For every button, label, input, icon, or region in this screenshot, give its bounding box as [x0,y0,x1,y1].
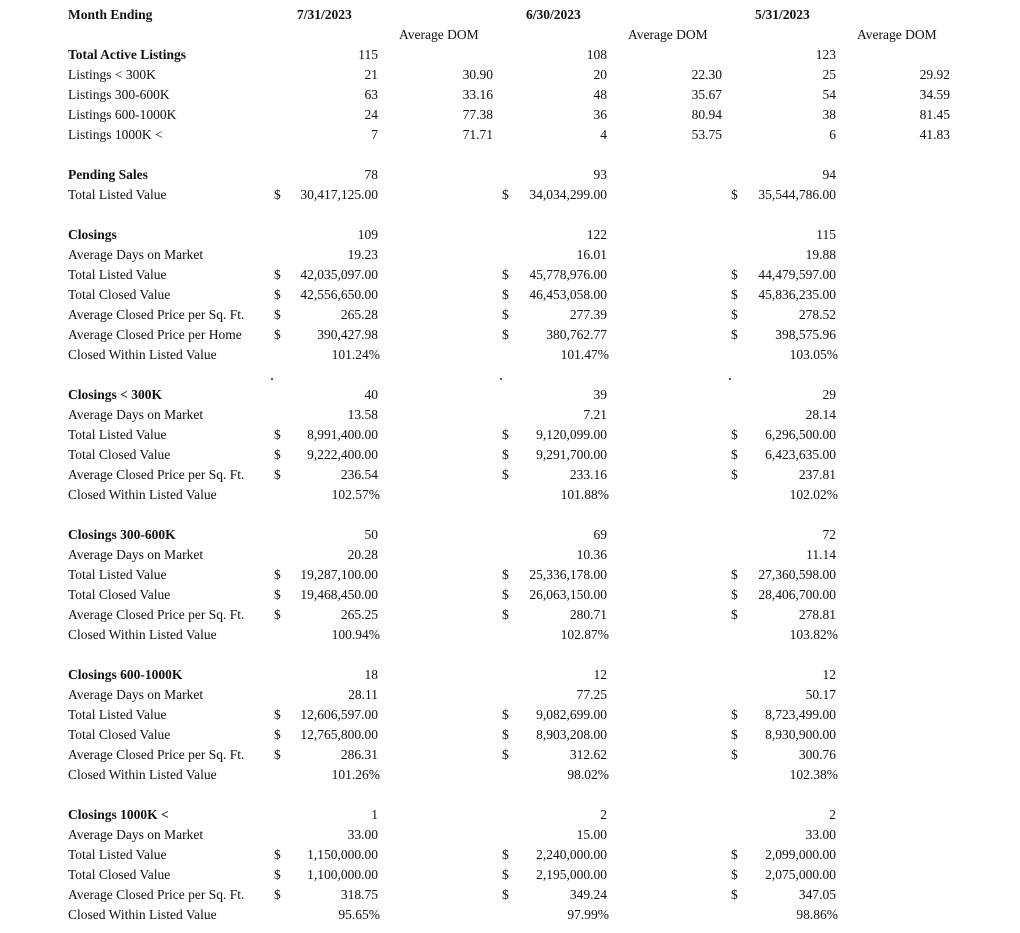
row-value: 15.00 [576,827,607,842]
section-count: 69 [593,527,607,542]
section-count: 109 [357,227,378,242]
dollar-sign: $ [274,327,281,342]
dollar-sign: $ [731,587,738,602]
average-dom-value: 30.90 [462,67,493,82]
row-value: 8,723,499.00 [765,707,836,722]
dollar-sign: $ [274,887,281,902]
row-value: 278.81 [798,607,836,622]
dollar-sign: $ [502,327,509,342]
row-value: 9,082,699.00 [536,707,607,722]
dollar-sign: $ [731,427,738,442]
row-value: 97.99% [567,907,609,922]
dollar-sign: $ [502,447,509,462]
row-value: 28.14 [805,407,836,422]
average-dom-value: 35.67 [691,87,722,102]
stray-dot [500,378,502,380]
dollar-sign: $ [274,747,281,762]
average-dom-value: 80.94 [691,107,722,122]
dollar-sign: $ [731,327,738,342]
row-value: 312.62 [569,747,607,762]
row-value: 236.54 [340,467,378,482]
section-title: Pending Sales [68,167,148,182]
section-count: 2 [600,807,607,822]
dollar-sign: $ [502,307,509,322]
section-title: Closings [68,227,117,242]
row-value: 277.39 [569,307,607,322]
dollar-sign: $ [502,727,509,742]
section-count: 12 [822,667,836,682]
dollar-sign: $ [274,267,281,282]
row-value: 20 [593,67,607,82]
row-value: 25 [822,67,836,82]
row-value: 19,287,100.00 [300,567,378,582]
dollar-sign: $ [502,607,509,622]
section-count: 72 [822,527,836,542]
row-value: 9,120,099.00 [536,427,607,442]
row-label: Total Listed Value [68,187,167,202]
dom-header-3: Average DOM [857,27,937,42]
dollar-sign: $ [274,307,281,322]
row-label: Total Closed Value [68,727,171,742]
row-label: Average Days on Market [68,407,204,422]
average-dom-value: 53.75 [691,127,722,142]
dollar-sign: $ [274,847,281,862]
row-value: 26,063,150.00 [529,587,607,602]
dollar-sign: $ [731,707,738,722]
dollar-sign: $ [502,427,509,442]
row-value: 102.87% [560,627,609,642]
row-label: Average Days on Market [68,687,204,702]
section-count: 122 [586,227,607,242]
dollar-sign: $ [274,187,281,202]
row-label: Closed Within Listed Value [68,907,217,922]
section-count: 29 [822,387,836,402]
row-value: 265.25 [340,607,378,622]
row-label: Total Listed Value [68,427,167,442]
dollar-sign: $ [502,187,509,202]
row-value: 102.02% [789,487,838,502]
row-label: Closed Within Listed Value [68,627,217,642]
row-value: 4 [600,127,607,142]
row-label: Closed Within Listed Value [68,347,217,362]
average-dom-value: 34.59 [919,87,950,102]
dollar-sign: $ [502,287,509,302]
row-label: Average Closed Price per Sq. Ft. [68,607,245,622]
row-label: Total Listed Value [68,707,167,722]
row-value: 27,360,598.00 [758,567,836,582]
dollar-sign: $ [274,587,281,602]
row-value: 7 [371,127,378,142]
dom-header-1: Average DOM [399,27,479,42]
row-value: 8,991,400.00 [307,427,378,442]
average-dom-value: 22.30 [691,67,722,82]
row-label: Total Closed Value [68,867,171,882]
dollar-sign: $ [731,187,738,202]
average-dom-value: 41.83 [919,127,950,142]
dollar-sign: $ [731,447,738,462]
row-value: 9,291,700.00 [536,447,607,462]
section-count: 12 [593,667,607,682]
row-value: 21 [364,67,378,82]
row-value: 45,778,976.00 [529,267,607,282]
stray-dot [729,378,731,380]
row-value: 2,195,000.00 [536,867,607,882]
row-value: 24 [364,107,378,122]
dollar-sign: $ [731,287,738,302]
row-label: Average Days on Market [68,247,204,262]
dollar-sign: $ [502,567,509,582]
row-value: 36 [593,107,607,122]
row-value: 25,336,178.00 [529,567,607,582]
month-header-3: 5/31/2023 [755,7,810,22]
section-count: 39 [593,387,607,402]
row-value: 10.36 [576,547,607,562]
row-value: 30,417,125.00 [300,187,378,202]
section-count: 108 [586,47,607,62]
row-value: 45,836,235.00 [758,287,836,302]
row-label: Total Listed Value [68,847,167,862]
row-value: 42,035,097.00 [300,267,378,282]
section-count: 1 [371,807,378,822]
dollar-sign: $ [731,867,738,882]
section-count: 40 [364,387,378,402]
dollar-sign: $ [731,267,738,282]
section-count: 115 [358,47,378,62]
row-value: 42,556,650.00 [300,287,378,302]
dollar-sign: $ [274,707,281,722]
row-value: 1,150,000.00 [307,847,378,862]
section-count: 123 [815,47,836,62]
row-value: 103.05% [789,347,838,362]
row-label: Average Closed Price per Sq. Ft. [68,467,245,482]
dollar-sign: $ [731,607,738,622]
row-value: 300.76 [798,747,836,762]
average-dom-value: 29.92 [919,67,950,82]
row-value: 233.16 [569,467,607,482]
section-count: 78 [364,167,378,182]
row-value: 13.58 [347,407,378,422]
row-value: 16.01 [576,247,607,262]
average-dom-value: 33.16 [462,87,493,102]
average-dom-value: 77.38 [462,107,493,122]
row-value: 38 [822,107,836,122]
row-label: Total Listed Value [68,567,167,582]
row-value: 95.65% [338,907,380,922]
row-value: 237.81 [798,467,836,482]
dollar-sign: $ [502,847,509,862]
row-value: 33.00 [347,827,378,842]
dollar-sign: $ [502,747,509,762]
row-value: 103.82% [789,627,838,642]
row-label: Average Days on Market [68,827,204,842]
row-value: 2,099,000.00 [765,847,836,862]
row-label: Listings 300-600K [68,87,170,102]
section-count: 93 [593,167,607,182]
average-dom-value: 71.71 [462,127,493,142]
row-value: 1,100,000.00 [307,867,378,882]
row-value: 101.47% [560,347,609,362]
section-count: 115 [816,227,836,242]
row-value: 19,468,450.00 [300,587,378,602]
dollar-sign: $ [731,887,738,902]
row-value: 380,762.77 [546,327,607,342]
dollar-sign: $ [502,707,509,722]
row-value: 50.17 [805,687,836,702]
row-value: 6 [829,127,836,142]
section-count: 94 [822,167,836,182]
dollar-sign: $ [274,287,281,302]
month-ending-label: Month Ending [68,7,153,22]
row-value: 280.71 [569,607,607,622]
row-value: 19.88 [805,247,836,262]
row-label: Total Closed Value [68,287,171,302]
dollar-sign: $ [502,867,509,882]
dollar-sign: $ [731,747,738,762]
row-value: 102.38% [789,767,838,782]
dollar-sign: $ [502,887,509,902]
section-title: Closings < 300K [68,387,162,402]
row-label: Average Closed Price per Home [68,327,242,342]
dollar-sign: $ [274,427,281,442]
row-value: 7.21 [583,407,607,422]
row-value: 265.28 [340,307,378,322]
month-header-2: 6/30/2023 [526,7,581,22]
row-label: Listings < 300K [68,67,156,82]
row-value: 102.57% [331,487,380,502]
row-value: 349.24 [569,887,607,902]
dollar-sign: $ [731,727,738,742]
row-value: 98.86% [796,907,838,922]
section-title: Total Active Listings [68,47,187,62]
row-value: 278.52 [798,307,836,322]
dollar-sign: $ [274,727,281,742]
row-label: Average Closed Price per Sq. Ft. [68,307,245,322]
row-value: 9,222,400.00 [307,447,378,462]
row-label: Average Closed Price per Sq. Ft. [68,887,245,902]
section-title: Closings 1000K < [68,807,169,822]
row-label: Listings 600-1000K [68,107,177,122]
row-value: 390,427.98 [317,327,378,342]
row-label: Total Closed Value [68,447,171,462]
row-value: 398,575.96 [775,327,836,342]
row-label: Closed Within Listed Value [68,487,217,502]
dollar-sign: $ [731,567,738,582]
dollar-sign: $ [731,307,738,322]
row-value: 34,034,299.00 [529,187,607,202]
row-value: 35,544,786.00 [758,187,836,202]
row-label: Closed Within Listed Value [68,767,217,782]
row-value: 8,930,900.00 [765,727,836,742]
dollar-sign: $ [274,467,281,482]
row-value: 2,240,000.00 [536,847,607,862]
section-count: 2 [829,807,836,822]
row-value: 77.25 [576,687,607,702]
section-title: Closings 300-600K [68,527,176,542]
section-title: Closings 600-1000K [68,667,183,682]
row-label: Average Days on Market [68,547,204,562]
row-value: 33.00 [805,827,836,842]
row-value: 101.88% [560,487,609,502]
row-value: 28.11 [348,687,378,702]
row-value: 63 [364,87,378,102]
row-value: 54 [822,87,836,102]
row-value: 12,765,800.00 [300,727,378,742]
row-value: 318.75 [340,887,378,902]
section-count: 18 [364,667,378,682]
dollar-sign: $ [502,267,509,282]
row-value: 347.05 [798,887,836,902]
row-value: 2,075,000.00 [765,867,836,882]
row-value: 8,903,208.00 [536,727,607,742]
row-value: 6,296,500.00 [765,427,836,442]
row-value: 28,406,700.00 [758,587,836,602]
stray-dot [271,378,273,380]
dollar-sign: $ [274,447,281,462]
row-label: Total Closed Value [68,587,171,602]
row-label: Total Listed Value [68,267,167,282]
dollar-sign: $ [731,467,738,482]
dollar-sign: $ [274,867,281,882]
month-header-1: 7/31/2023 [297,7,352,22]
row-label: Average Closed Price per Sq. Ft. [68,747,245,762]
row-value: 101.26% [331,767,380,782]
dollar-sign: $ [274,607,281,622]
row-value: 286.31 [340,747,378,762]
average-dom-value: 81.45 [919,107,950,122]
row-value: 20.28 [347,547,378,562]
row-value: 100.94% [331,627,380,642]
dom-header-2: Average DOM [628,27,708,42]
row-value: 11.14 [806,547,836,562]
row-value: 6,423,635.00 [765,447,836,462]
row-value: 48 [593,87,607,102]
dollar-sign: $ [502,467,509,482]
row-value: 98.02% [567,767,609,782]
dollar-sign: $ [502,587,509,602]
dollar-sign: $ [731,847,738,862]
row-value: 19.23 [347,247,378,262]
row-label: Listings 1000K < [68,127,163,142]
dollar-sign: $ [274,567,281,582]
section-count: 50 [364,527,378,542]
row-value: 101.24% [331,347,380,362]
row-value: 44,479,597.00 [758,267,836,282]
row-value: 12,606,597.00 [300,707,378,722]
row-value: 46,453,058.00 [529,287,607,302]
